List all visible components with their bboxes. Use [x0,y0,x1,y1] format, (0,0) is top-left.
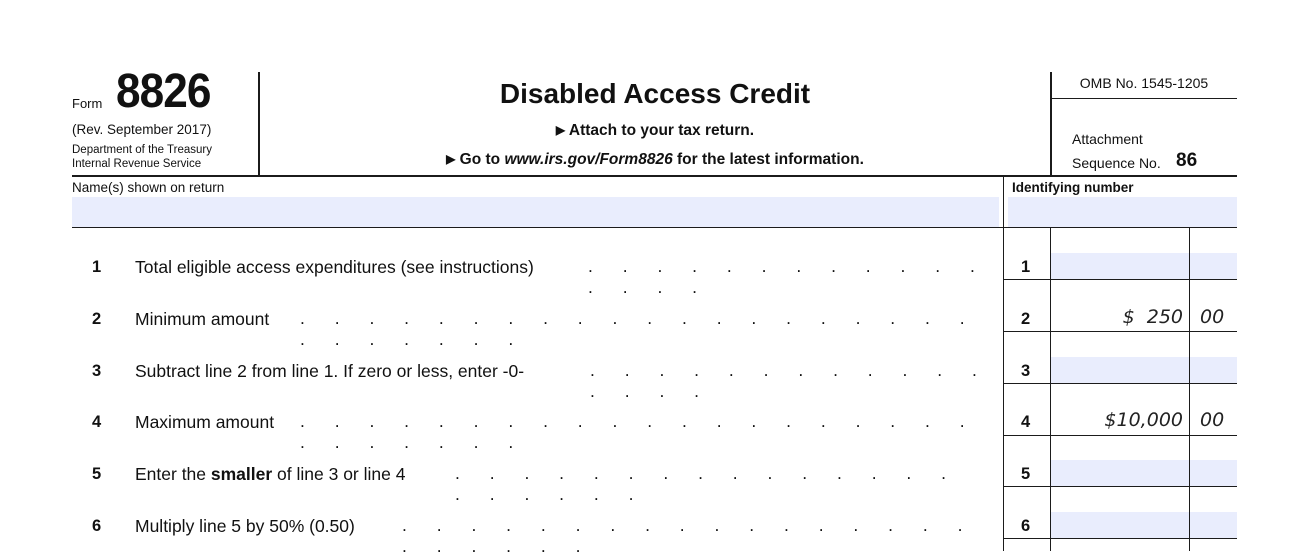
names-field[interactable] [72,197,999,227]
line-amount-dollars: $ 250 [1122,306,1183,328]
goto-prefix: Go to [459,151,505,168]
line-1-amount-field[interactable] [1051,253,1189,279]
line-amount-cents: 00 [1200,306,1225,328]
dot-leader: . . . . . . . . . . . . . . . . [590,360,990,401]
line-number: 5 [92,465,102,483]
line-5-amount-field[interactable] [1051,460,1189,486]
line-text-pre: Enter the [135,464,211,484]
row-rule-5 [1004,486,1237,487]
row-rule-6 [1004,538,1237,539]
line-number: 2 [92,310,102,328]
line-box-number: 3 [1021,362,1031,380]
line-description: Minimum amount [135,309,270,329]
line-number: 4 [92,413,102,431]
revision-date: (Rev. September 2017) [72,122,212,137]
attach-text: Attach to your tax return. [568,122,755,139]
form-number: 8826 [116,65,211,118]
line-number: 6 [92,517,102,535]
line-6-cents-field[interactable] [1190,512,1237,538]
line-amount-dollars: $10,000 [1104,409,1183,431]
irs-form-link[interactable]: www.irs.gov/Form8826 [504,151,673,168]
line-description: Multiply line 5 by 50% (0.50) [135,516,355,536]
form-label: Form [72,96,103,111]
attach-instruction [260,122,1050,140]
arrow-right-icon: ▶ [446,152,456,166]
omb-rule [1051,98,1237,99]
names-ident-divider [1003,177,1004,228]
names-label: Name(s) shown on return [72,180,225,195]
line-text-post: of line 3 or line 4 [272,464,406,484]
line-description: Subtract line 2 from line 1. If zero or less, enter -0- [135,361,525,381]
line-description [135,464,405,485]
line-number: 1 [92,258,102,276]
line-6-amount-field[interactable] [1051,512,1189,538]
line-box-number: 2 [1021,310,1031,328]
line-1-cents-field[interactable] [1190,253,1237,279]
sequence-label: Sequence No. [1072,155,1161,171]
line-description: Total eligible access expenditures (see instructions) [135,257,534,277]
dot-leader: . . . . . . . . . . . . . . . . . . . . . . . . . . . [300,308,978,349]
identifying-number-label: Identifying number [1012,180,1134,195]
line-number-column-left [1003,228,1004,551]
line-text-emphasis: smaller [210,464,273,484]
row-rule-1 [1004,279,1237,280]
names-row-bottom-rule [72,227,1237,228]
attachment-label: Attachment [1072,131,1143,147]
service-name: Internal Revenue Service [72,158,202,170]
omb-number: OMB No. 1545-1205 [1079,75,1209,91]
goto-instruction [260,151,1050,169]
line-box-number: 4 [1021,413,1031,431]
sequence-number: 86 [1176,150,1198,171]
row-rule-4 [1004,435,1237,436]
arrow-right-icon: ▶ [555,123,566,137]
dot-leader: . . . . . . . . . . . . . . . . . . . . . [455,463,959,504]
dot-leader: . . . . . . . . . . . . . . . . [588,256,988,297]
line-5-cents-field[interactable] [1190,460,1237,486]
line-3-cents-field[interactable] [1190,357,1237,383]
row-rule-2 [1004,331,1237,332]
line-3-amount-field[interactable] [1051,357,1189,383]
line-box-number: 1 [1021,258,1031,276]
dot-leader: . . . . . . . . . . . . . . . . . . . . . . . . . . . [300,411,978,452]
row-rule-3 [1004,383,1237,384]
line-number: 3 [92,362,102,380]
line-amount-cents: 00 [1200,409,1225,431]
dot-leader: . . . . . . . . . . . . . . . . . . . . . . . [402,515,975,556]
line-box-number: 5 [1021,465,1031,483]
identifying-number-field[interactable] [1008,197,1237,227]
header-bottom-rule [72,175,1237,177]
department-name: Department of the Treasury [72,144,212,156]
line-description: Maximum amount [135,412,275,432]
line-box-number: 6 [1021,517,1031,535]
form-title: Disabled Access Credit [499,78,811,109]
goto-suffix: for the latest information. [672,151,864,168]
